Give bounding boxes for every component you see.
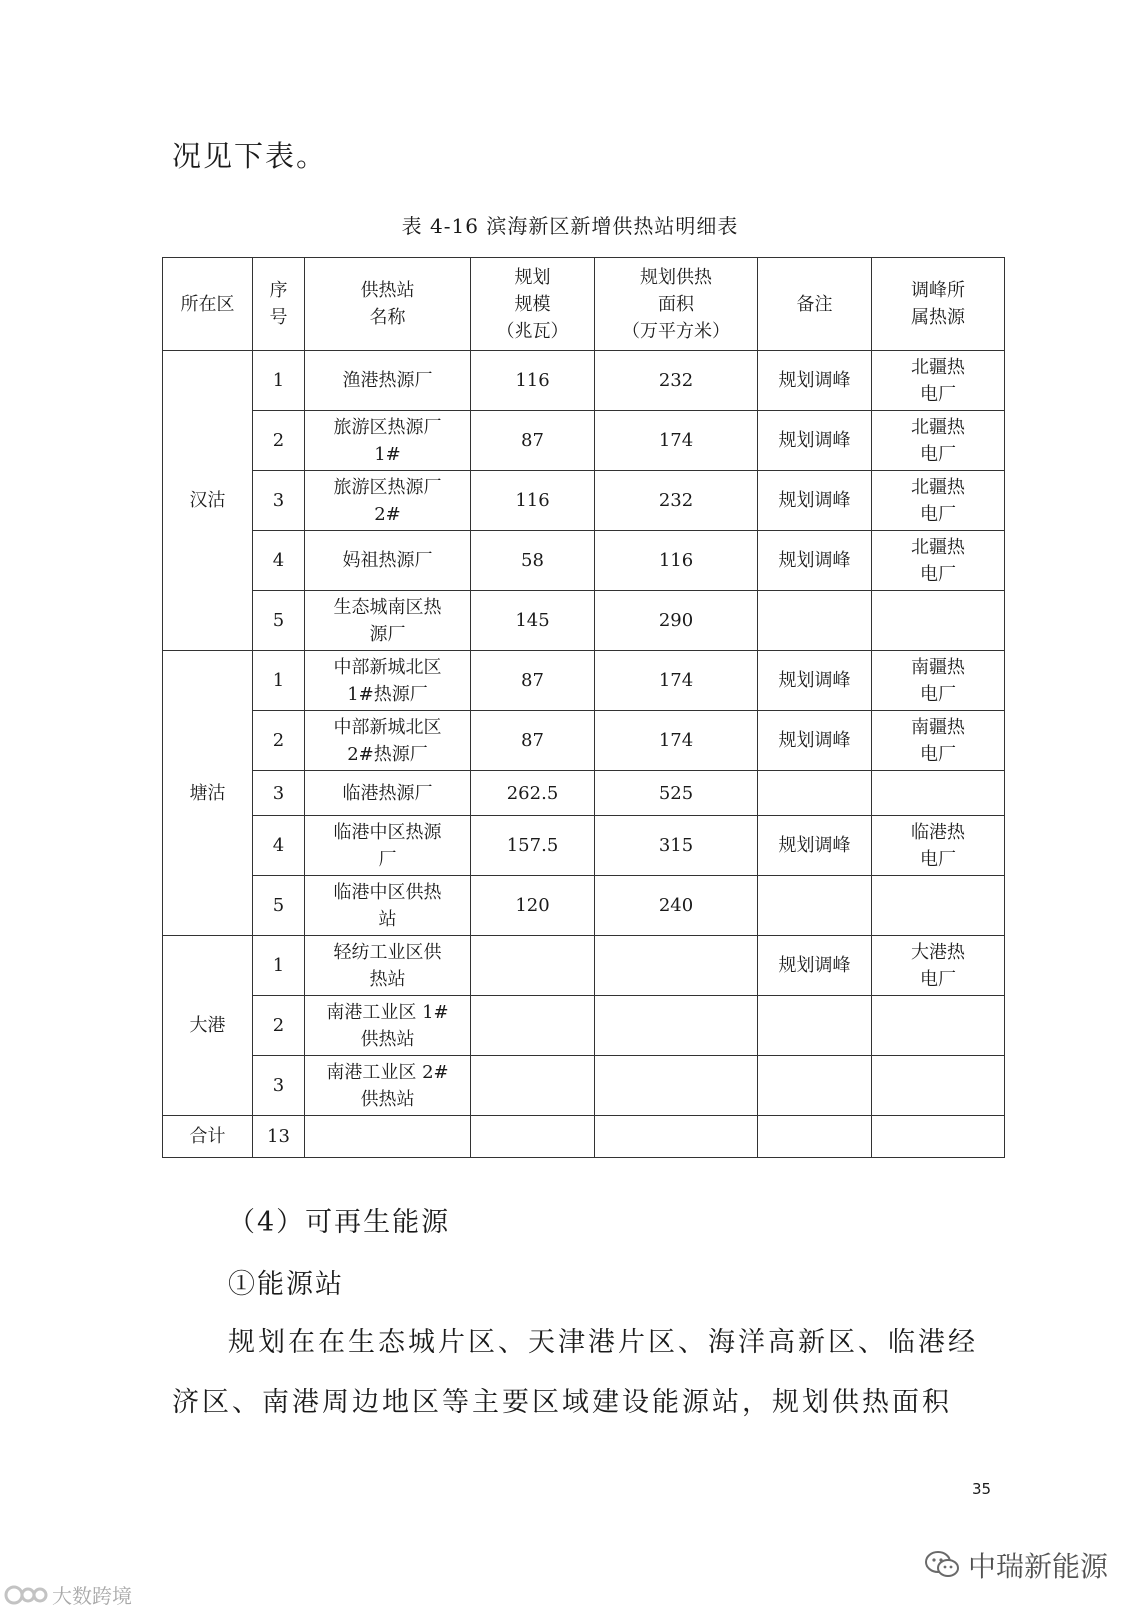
scale-value: 87: [471, 651, 595, 711]
scale-value: 87: [471, 711, 595, 771]
table-row: [163, 411, 1005, 471]
header-peak-source: 调峰所 属热源: [872, 258, 1005, 351]
station-name: 生态城南区热 源厂: [305, 591, 471, 651]
peak-source-value: 临港热 电厂: [872, 816, 1005, 876]
area-value: 174: [595, 651, 758, 711]
table-caption: 表 4-16 滨海新区新增供热站明细表: [401, 214, 739, 238]
note-value: 规划调峰: [758, 531, 872, 591]
area-value: 174: [595, 411, 758, 471]
area-value: 315: [595, 816, 758, 876]
table-header-row: [163, 258, 1005, 351]
total-label: 合计: [163, 1116, 253, 1158]
header-station-name: 供热站 名称: [305, 258, 471, 351]
station-name: 临港热源厂: [305, 771, 471, 816]
area-value: 240: [595, 876, 758, 936]
note-value: [758, 876, 872, 936]
row-number: 1: [253, 936, 305, 996]
peak-source-value: 北疆热 电厂: [872, 411, 1005, 471]
station-name: 妈祖热源厂: [305, 531, 471, 591]
header-number: 序 号: [253, 258, 305, 351]
table-row: [163, 771, 1005, 816]
peak-source-value: 北疆热 电厂: [872, 471, 1005, 531]
note-value: 规划调峰: [758, 471, 872, 531]
total-row: [163, 1116, 1005, 1158]
station-name: 旅游区热源厂 2#: [305, 471, 471, 531]
intro-text: 况见下表。: [172, 139, 328, 173]
section-heading: （4）可再生能源: [228, 1207, 451, 1238]
row-number: 2: [253, 996, 305, 1056]
peak-source-value: 南疆热 电厂: [872, 711, 1005, 771]
note-value: 规划调峰: [758, 351, 872, 411]
scale-value: 145: [471, 591, 595, 651]
area-value: 232: [595, 471, 758, 531]
peak-source-value: 大港热 电厂: [872, 936, 1005, 996]
total-empty-cell: [305, 1116, 471, 1158]
area-value: 116: [595, 531, 758, 591]
row-number: 2: [253, 711, 305, 771]
row-number: 3: [253, 1056, 305, 1116]
table-row: [163, 591, 1005, 651]
peak-source-value: [872, 876, 1005, 936]
peak-source-value: 北疆热 电厂: [872, 531, 1005, 591]
scale-value: 262.5: [471, 771, 595, 816]
wechat-icon: [924, 1550, 960, 1580]
table-row: [163, 351, 1005, 411]
district-cell-dagang: 大港: [163, 936, 253, 1116]
page-number: 35: [972, 1480, 992, 1498]
area-value: 174: [595, 711, 758, 771]
station-name: 中部新城北区 2#热源厂: [305, 711, 471, 771]
watermark-right: [924, 1545, 1108, 1585]
scale-value: 87: [471, 411, 595, 471]
note-value: 规划调峰: [758, 411, 872, 471]
scale-value: [471, 996, 595, 1056]
table-row: [163, 816, 1005, 876]
station-name: 旅游区热源厂 1#: [305, 411, 471, 471]
scale-value: 157.5: [471, 816, 595, 876]
row-number: 1: [253, 651, 305, 711]
scale-value: 116: [471, 471, 595, 531]
note-value: 规划调峰: [758, 651, 872, 711]
peak-source-value: 南疆热 电厂: [872, 651, 1005, 711]
subsection-heading: ①能源站: [228, 1269, 344, 1300]
table-row: [163, 471, 1005, 531]
paragraph-line-1: 规划在在生态城片区、天津港片区、海洋高新区、临港经: [228, 1327, 978, 1358]
heating-station-table: [162, 257, 1005, 1158]
watermark-right-text: 中瑞新能源: [968, 1550, 1109, 1583]
note-value: [758, 1056, 872, 1116]
station-name: 轻纺工业区供 热站: [305, 936, 471, 996]
district-cell-hangu: 汉沽: [163, 351, 253, 651]
area-value: [595, 996, 758, 1056]
header-area: 规划供热 面积 （万平方米）: [595, 258, 758, 351]
total-empty-cell: [471, 1116, 595, 1158]
row-number: 5: [253, 591, 305, 651]
paragraph-line-2: 济区、南港周边地区等主要区域建设能源站，规划供热面积: [172, 1387, 952, 1418]
peak-source-value: [872, 996, 1005, 1056]
watermark-left-text: 大数跨境: [52, 1584, 132, 1608]
note-value: [758, 591, 872, 651]
scale-value: [471, 936, 595, 996]
header-district: 所在区: [163, 258, 253, 351]
peak-source-value: [872, 771, 1005, 816]
scale-value: 58: [471, 531, 595, 591]
header-scale: 规划 规模 （兆瓦）: [471, 258, 595, 351]
total-empty-cell: [595, 1116, 758, 1158]
peak-source-value: [872, 1056, 1005, 1116]
total-empty-cell: [758, 1116, 872, 1158]
table-row: [163, 996, 1005, 1056]
area-value: 290: [595, 591, 758, 651]
row-number: 1: [253, 351, 305, 411]
note-value: [758, 996, 872, 1056]
row-number: 4: [253, 816, 305, 876]
note-value: 规划调峰: [758, 711, 872, 771]
row-number: 5: [253, 876, 305, 936]
table-row: [163, 711, 1005, 771]
row-number: 2: [253, 411, 305, 471]
table-row: [163, 651, 1005, 711]
area-value: [595, 1056, 758, 1116]
station-name: 中部新城北区 1#热源厂: [305, 651, 471, 711]
note-value: 规划调峰: [758, 816, 872, 876]
table-row: [163, 876, 1005, 936]
header-note: 备注: [758, 258, 872, 351]
area-value: 525: [595, 771, 758, 816]
scale-value: [471, 1056, 595, 1116]
total-empty-cell: [872, 1116, 1005, 1158]
area-value: [595, 936, 758, 996]
row-number: 4: [253, 531, 305, 591]
district-cell-tanggu: 塘沽: [163, 651, 253, 936]
table-row: [163, 936, 1005, 996]
total-count: 13: [253, 1116, 305, 1158]
peak-source-value: [872, 591, 1005, 651]
table-row: [163, 531, 1005, 591]
watermark-left: [4, 1580, 132, 1609]
station-name: 临港中区供热 站: [305, 876, 471, 936]
station-name: 临港中区热源 厂: [305, 816, 471, 876]
note-value: 规划调峰: [758, 936, 872, 996]
station-name: 渔港热源厂: [305, 351, 471, 411]
row-number: 3: [253, 471, 305, 531]
peak-source-value: 北疆热 电厂: [872, 351, 1005, 411]
station-name: 南港工业区 2# 供热站: [305, 1056, 471, 1116]
row-number: 3: [253, 771, 305, 816]
scale-value: 120: [471, 876, 595, 936]
station-name: 南港工业区 1# 供热站: [305, 996, 471, 1056]
table-row: [163, 1056, 1005, 1116]
note-value: [758, 771, 872, 816]
watermark-logo-icon: [4, 1583, 48, 1607]
scale-value: 116: [471, 351, 595, 411]
area-value: 232: [595, 351, 758, 411]
